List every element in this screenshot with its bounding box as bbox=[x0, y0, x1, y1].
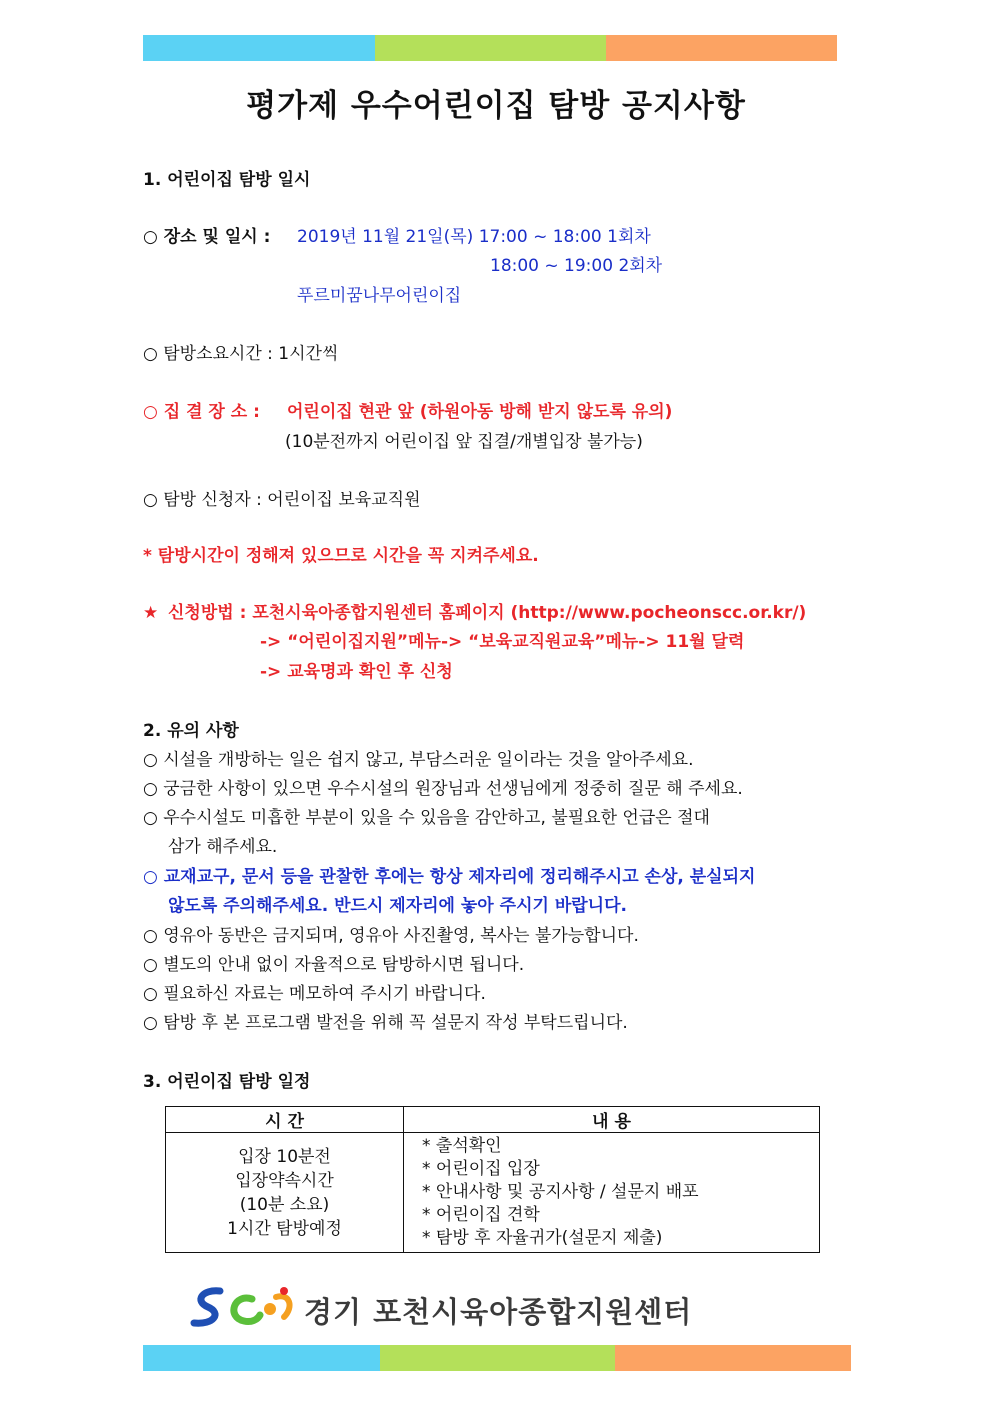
color-stripe-cyan bbox=[143, 1345, 380, 1371]
notice-item-cont: 삼가 해주세요. bbox=[168, 837, 278, 857]
color-stripe-green bbox=[380, 1345, 615, 1371]
content-line: * 어린이집 견학 bbox=[422, 1205, 540, 1225]
content-line: * 탐방 후 자율귀가(설문지 제출) bbox=[422, 1228, 663, 1248]
meeting-note: (10분전까지 어린이집 앞 집결/개별입장 불가능) bbox=[285, 432, 643, 452]
notice-item: ○ 우수시설도 미흡한 부분이 있을 수 있음을 감안하고, 불필요한 언급은 절대 bbox=[143, 808, 710, 828]
star-icon: ★ bbox=[143, 603, 159, 623]
time-line: 입장약속시간 bbox=[235, 1170, 334, 1191]
meeting-value: 어린이집 현관 앞 (하원아동 방해 받지 않도록 유의) bbox=[287, 402, 673, 422]
date-line-1: 2019년 11월 21일(목) 17:00 ~ 18:00 1회차 bbox=[297, 227, 651, 247]
notice-item-important: ○ 교재교구, 문서 등을 관찰한 후에는 항상 제자리에 정리해주시고 손상, 분실되지 bbox=[143, 867, 756, 887]
apply-line-3: -> 교육명과 확인 후 신청 bbox=[260, 662, 453, 682]
section2-heading: 2. 유의 사항 bbox=[143, 721, 239, 741]
duration: ○ 탐방소요시간 : 1시간씩 bbox=[143, 344, 339, 364]
time-cell bbox=[166, 1133, 404, 1253]
footer-org-name: 경기 포천시육아종합지원센터 bbox=[304, 1294, 693, 1329]
content-cell bbox=[404, 1133, 820, 1253]
notice-item: ○ 탐방 후 본 프로그램 발전을 위해 꼭 설문지 작성 부탁드립니다. bbox=[143, 1013, 628, 1033]
scc-logo-icon bbox=[190, 1283, 298, 1337]
applicant: ○ 탐방 신청자 : 어린이집 보육교직원 bbox=[143, 490, 421, 510]
section3-heading: 3. 어린이집 탐방 일정 bbox=[143, 1072, 311, 1092]
notice-item: ○ 영유아 동반은 금지되며, 영유아 사진촬영, 복사는 불가능합니다. bbox=[143, 926, 639, 946]
venue: 푸르미꿈나무어린이집 bbox=[297, 286, 462, 306]
col-content-header: 내 용 bbox=[404, 1107, 820, 1133]
notice-item: ○ 필요하신 자료는 메모하여 주시기 바랍니다. bbox=[143, 984, 486, 1004]
meeting-label: ○ 집 결 장 소 : bbox=[143, 402, 260, 422]
apply-line-2: -> “어린이집지원”메뉴-> “보육교직원교육”메뉴-> 11월 달력 bbox=[260, 632, 745, 652]
color-stripe-orange bbox=[615, 1345, 851, 1371]
top-color-bar bbox=[143, 35, 837, 61]
notice-item: ○ 별도의 안내 없이 자율적으로 탐방하시면 됩니다. bbox=[143, 955, 525, 975]
table-header-row bbox=[166, 1107, 820, 1133]
content-line: * 어린이집 입장 bbox=[422, 1159, 540, 1179]
apply-line-1: 신청방법 : 포천시육아종합지원센터 홈페이지 (http://www.pocheonscc.or.kr/) bbox=[168, 603, 807, 623]
notice-item: ○ 시설을 개방하는 일은 쉽지 않고, 부담스러운 일이라는 것을 알아주세요. bbox=[143, 750, 694, 770]
color-stripe-orange bbox=[606, 35, 837, 61]
time-line: 입장 10분전 bbox=[238, 1146, 331, 1167]
content-line: * 안내사항 및 공지사항 / 설문지 배포 bbox=[422, 1182, 699, 1202]
color-stripe-cyan bbox=[143, 35, 375, 61]
table-row bbox=[166, 1133, 820, 1253]
schedule-table bbox=[165, 1106, 820, 1253]
time-line: 1시간 탐방예정 bbox=[227, 1218, 342, 1239]
time-line: (10분 소요) bbox=[239, 1194, 330, 1215]
notice-item: ○ 궁금한 사항이 있으면 우수시설의 원장님과 선생님에게 정중히 질문 해 주세요. bbox=[143, 779, 743, 799]
date-line-2: 18:00 ~ 19:00 2회차 bbox=[490, 256, 663, 276]
place-label: ○ 장소 및 일시 : bbox=[143, 227, 271, 247]
color-stripe-green bbox=[375, 35, 606, 61]
bottom-color-bar bbox=[143, 1345, 851, 1371]
footer bbox=[190, 1283, 692, 1337]
section1-heading: 1. 어린이집 탐방 일시 bbox=[143, 170, 311, 190]
notice-item-important-cont: 않도록 주의해주세요. 반드시 제자리에 놓아 주시기 바랍니다. bbox=[168, 896, 627, 916]
content-line: * 출석확인 bbox=[422, 1136, 502, 1156]
col-time-header: 시 간 bbox=[166, 1107, 404, 1133]
page-title: 평가제 우수어린이집 탐방 공지사항 bbox=[246, 88, 746, 124]
time-warning: * 탐방시간이 정해져 있으므로 시간을 꼭 지켜주세요. bbox=[143, 546, 539, 566]
